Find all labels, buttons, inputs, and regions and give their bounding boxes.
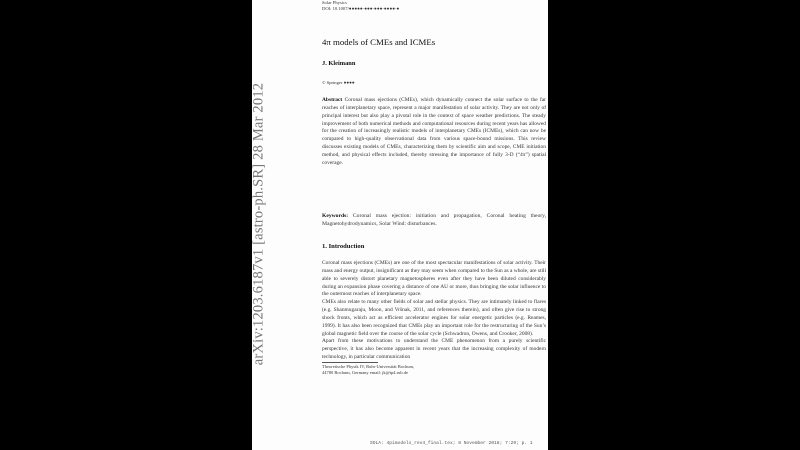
abstract-block xyxy=(322,97,546,168)
keywords-block xyxy=(322,213,546,229)
affiliation-line: Theoretische Physik IV, Ruhr-Universität Bochum, xyxy=(322,364,415,369)
paragraph: CMEs also relate to many other fields of solar and stellar physics. They are intimately linked to flares (e.g. Shanmugaraju, Moon, and Vršnak, 2011, and references therein), and often give rise to strong shock fronts, which act as efficient accelerator engines for solar energetic particles (e.g. Reames, 1999). It has also been recognized that CMEs play an important role for the restructuring of the Sun’s global magnetic field over the course of the solar cycle (Schwadron, Owens, and Crooker, 2008). xyxy=(322,299,546,337)
introduction-body xyxy=(322,260,546,362)
footnote-divider xyxy=(322,362,378,363)
abstract-label: Abstract xyxy=(322,97,343,103)
keywords-label: Keywords: xyxy=(322,213,349,219)
paper-title: 4π models of CMEs and ICMEs xyxy=(322,37,436,47)
paragraph: Apart from these motivations to understand the CME phenomenon from a purely scientific perspective, it has also become apparent in recent years that the increasing complexity of modern technology, in particular communication xyxy=(322,338,546,361)
author-affiliation-footnote xyxy=(322,364,414,376)
address-email-line: 44780 Bochum, Germany email: jk@tp4.rub.de xyxy=(322,369,409,375)
abstract-text: Coronal mass ejections (CMEs), which dynamically connect the solar surface to the far reaches of interplanetary space, represent a major manifestation of solar activity. They are not only of principal interest but also play a pivotal role in the context of space weather predictions. The steady improvement of both numerical methods and computational resources during recent years has allowed for the creation of increasingly realistic models of interplanetary CMEs (ICMEs), which can now be compared to high-quality observational data from various space-bound missions. This review discusses existing models of CMEs, characterizing them by scientific aim and scope, CME initiation method, and physical effects included, thereby stressing the importance of fully 3-D (“4π”) spatial coverage. xyxy=(322,97,546,166)
journal-header xyxy=(322,0,399,12)
journal-name: Solar Physics xyxy=(322,0,347,5)
page-footer: SOLA: 4pimodels_rev4_final.tex; 8 November 2018; 7:29; p. 1 xyxy=(370,441,533,446)
copyright-line: © Springer ●●●● xyxy=(322,80,355,85)
doi-line: DOI: 10.1007/●●●●●-●●●-●●●-●●●●-● xyxy=(322,6,400,11)
section-heading: 1. Introduction xyxy=(322,243,365,250)
arxiv-identifier-stamp: arXiv:1203.6187v1 [astro-ph.SR] 28 Mar 2012 xyxy=(250,82,267,366)
paragraph: Coronal mass ejections (CMEs) are one of the most spectacular manifestations of solar activity. Their mass and energy output, insignificant as they may seem when compared to the Sun as a whole, are still able to severely distort planetary magnetospheres even after they have been diluted considerably during an expansion phase covering a distance of one AU or more, thus bringing the solar influence to the outermost reaches of interplanetary space. xyxy=(322,260,546,298)
keywords-text: Coronal mass ejection: initiation and propagation, Coronal heating theory, Magnetohydrodynamics, Solar Wind: disturbances. xyxy=(322,213,547,227)
paper-author: J. Kleimann xyxy=(322,60,356,67)
